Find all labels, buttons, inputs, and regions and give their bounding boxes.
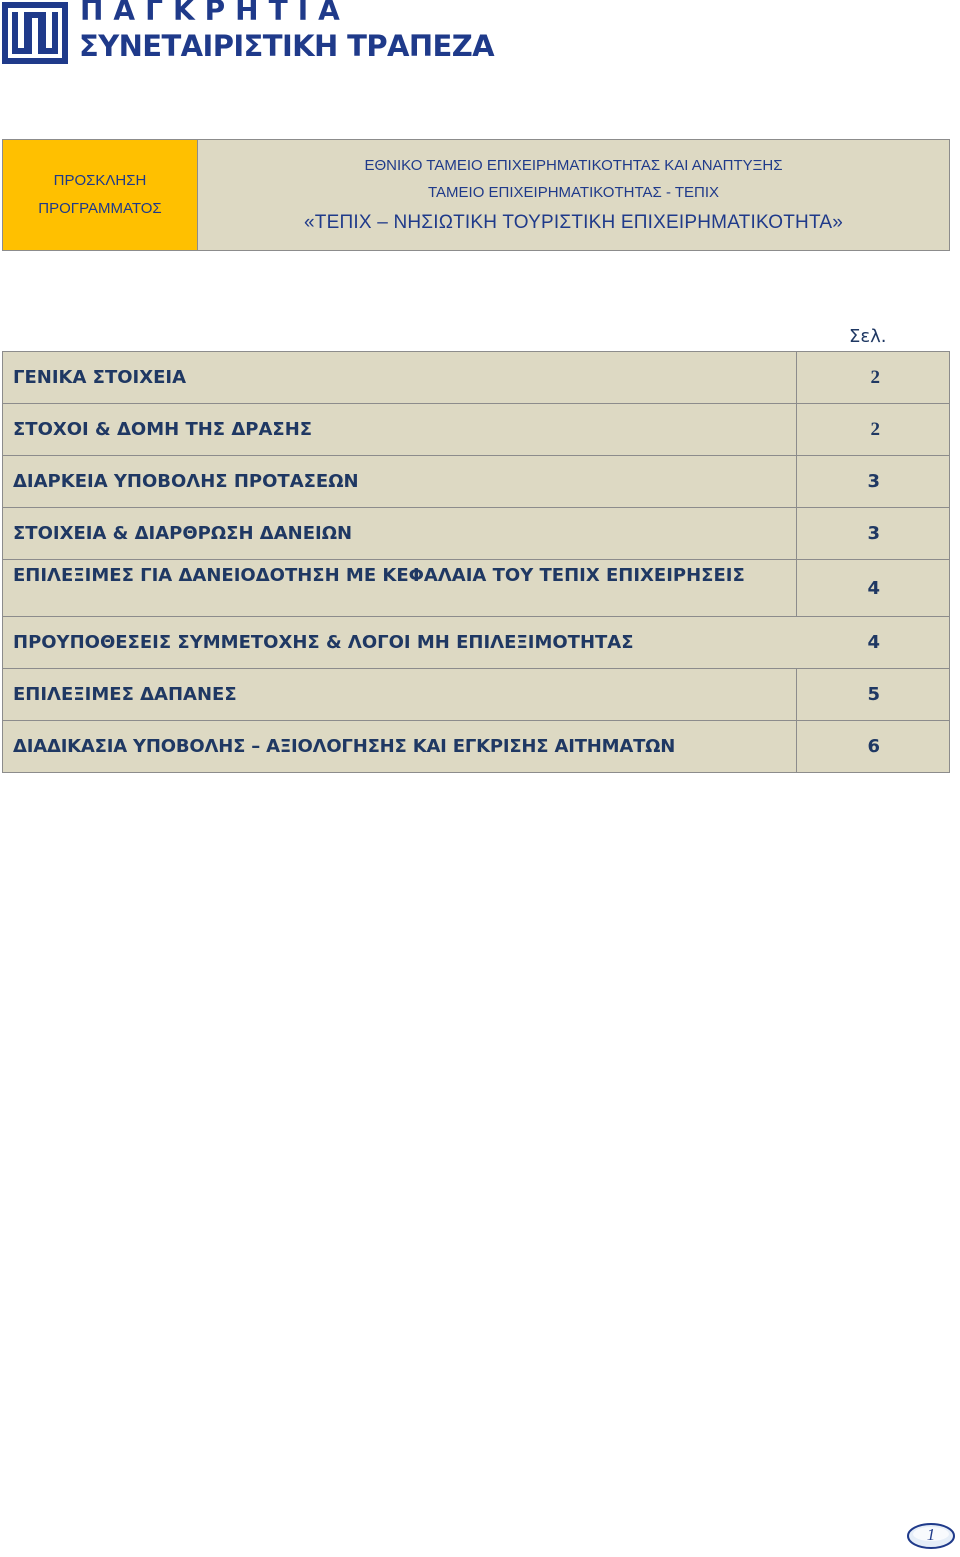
toc-item-page: 4: [867, 577, 880, 599]
toc-row[interactable]: [3, 668, 949, 720]
toc-item-title: ΔΙΑΡΚΕΙΑ ΥΠΟΒΟΛΗΣ ΠΡΟΤΑΣΕΩΝ: [3, 456, 797, 507]
toc-item-title: ΣΤΟΙΧΕΙΑ & ΔΙΑΡΘΡΩΣΗ ΔΑΝΕΙΩΝ: [3, 508, 797, 559]
toc-item-page: 3: [867, 471, 880, 492]
table-of-contents: [2, 351, 950, 773]
bank-logo: [0, 0, 520, 70]
fund-title-line-2: ΤΑΜΕΙΟ ΕΠΙΧΕΙΡΗΜΑΤΙΚΟΤΗΤΑΣ - ΤΕΠΙΧ: [427, 184, 720, 201]
toc-row[interactable]: [3, 720, 949, 772]
toc-row[interactable]: [3, 507, 949, 559]
toc-item-page: 4: [867, 632, 880, 653]
invitation-label-line-2: ΠΡΟΓΡΑΜΜΑΤΟΣ: [38, 200, 162, 217]
toc-item-title: ΕΠΙΛΕΞΙΜΕΣ ΔΑΠΑΝΕΣ: [3, 669, 797, 720]
toc-item-title: ΠΡΟΥΠΟΘΕΣΕΙΣ ΣΥΜΜΕΤΟΧΗΣ & ΛΟΓΟΙ ΜΗ ΕΠΙΛΕΞΙΜΟΤΗΤΑΣ: [13, 632, 634, 653]
meander-logo-icon: [2, 2, 68, 64]
fund-title-line-1: ΕΘΝΙΚΟ ΤΑΜΕΙΟ ΕΠΙΧΕΙΡΗΜΑΤΙΚΟΤΗΤΑΣ ΚΑΙ ΑΝΑΠΤΥΞΗΣ: [364, 157, 783, 174]
toc-item-page: 6: [867, 736, 880, 757]
toc-item-page: 3: [867, 523, 880, 544]
toc-item-title: ΕΠΙΛΕΞΙΜΕΣ ΓΙΑ ΔΑΝΕΙΟΔΟΤΗΣΗ ΜΕ ΚΕΦΑΛΑΙΑ ΤΟΥ ΤΕΠΙΧ ΕΠΙΧΕΙΡΗΣΕΙΣ: [3, 560, 797, 616]
toc-item-title: ΣΤΟΧΟΙ & ΔΟΜΗ ΤΗΣ ΔΡΑΣΗΣ: [3, 404, 797, 455]
program-invitation-header: [2, 139, 950, 251]
toc-item-page: 2: [870, 366, 880, 388]
invitation-label-line-1: ΠΡΟΣΚΛΗΣΗ: [53, 172, 147, 189]
page-number-badge: [906, 1521, 956, 1551]
toc-row[interactable]: [3, 455, 949, 507]
toc-row[interactable]: [3, 616, 949, 668]
toc-row[interactable]: [3, 559, 949, 616]
toc-item-page: 5: [867, 684, 880, 705]
program-title: «ΤΕΠΙΧ – ΝΗΣΙΩΤΙΚΗ ΤΟΥΡΙΣΤΙΚΗ ΕΠΙΧΕΙΡΗΜΑΤΙΚΟΤΗΤΑ»: [304, 212, 843, 233]
invitation-label-cell: [3, 140, 198, 250]
toc-row[interactable]: [3, 403, 949, 455]
toc-item-title: ΔΙΑΔΙΚΑΣΙΑ ΥΠΟΒΟΛΗΣ – ΑΞΙΟΛΟΓΗΣΗΣ ΚΑΙ ΕΓΚΡΙΣΗΣ ΑΙΤΗΜΑΤΩΝ: [3, 721, 797, 772]
page-number: 1: [926, 1525, 936, 1544]
fund-title-cell: [198, 140, 949, 250]
logo-line-2: ΣΥΝΕΤΑΙΡΙΣΤΙΚΗ ΤΡΑΠΕΖΑ: [79, 29, 495, 63]
logo-line-1: ΠΑΓΚΡΗΤΙΑ: [80, 0, 350, 27]
toc-item-page: 2: [870, 418, 880, 440]
page-column-label: Σελ.: [849, 326, 887, 347]
toc-item-title: ΓΕΝΙΚΑ ΣΤΟΙΧΕΙΑ: [3, 352, 797, 403]
toc-row[interactable]: [3, 352, 949, 403]
